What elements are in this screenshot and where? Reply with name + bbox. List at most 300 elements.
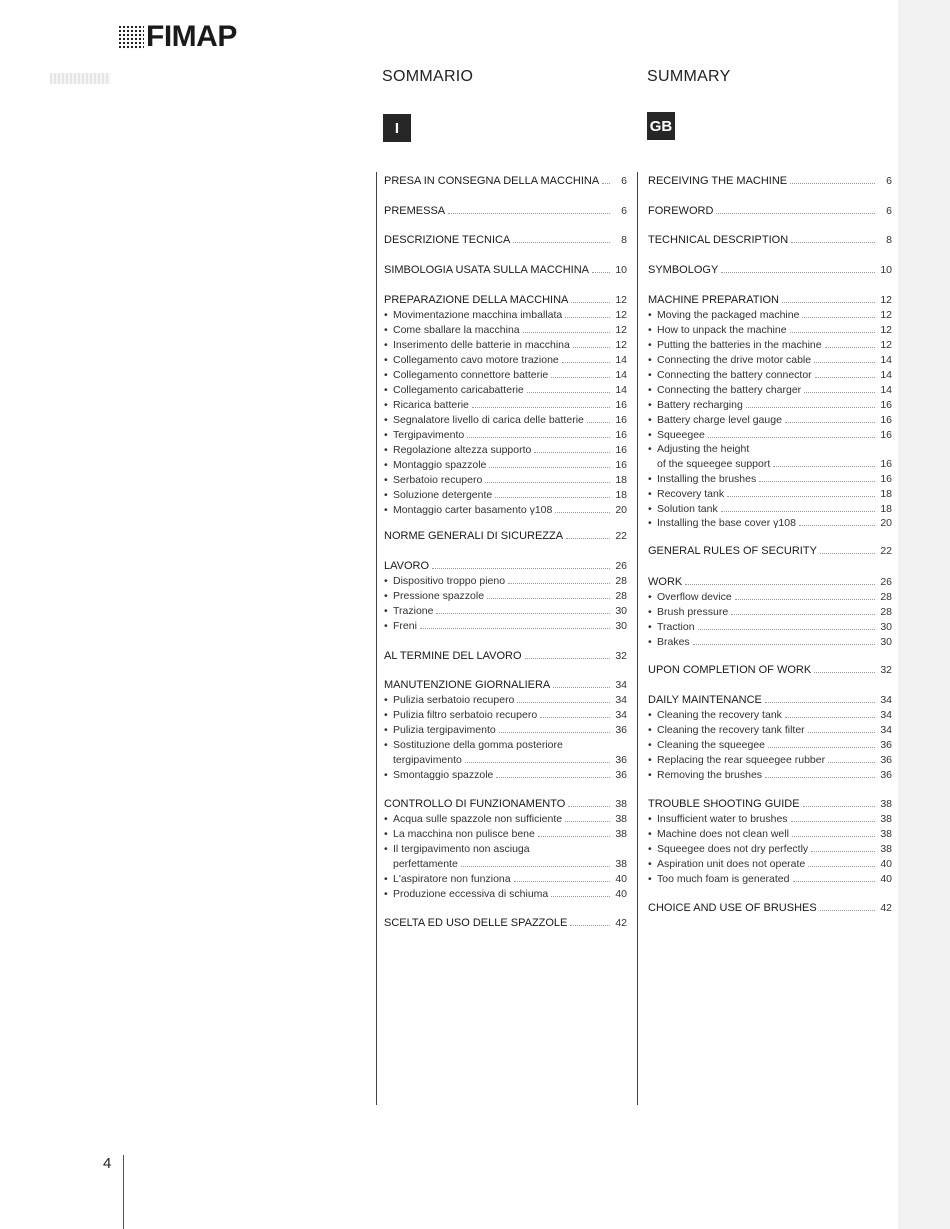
- toc-section: [648, 293, 892, 308]
- toc-entry-text: Installing the brushes: [657, 473, 757, 485]
- toc-entry-text: RECEIVING THE MACHINE: [648, 175, 788, 187]
- toc-entry-title: [384, 308, 562, 323]
- toc-item: [648, 338, 892, 353]
- page-number-rule: [123, 1155, 124, 1229]
- toc-item: [648, 872, 892, 887]
- toc-entry-text: Il tergipavimento non asciuga: [393, 843, 530, 855]
- toc-entry-text: Moving the packaged machine: [657, 309, 800, 321]
- logo-dot-grid-icon: [118, 25, 144, 49]
- toc-item: [384, 842, 627, 857]
- toc-entry-text: Come sballare la macchina: [393, 324, 520, 336]
- toc-section: [384, 263, 627, 278]
- toc-entry-text: AL TERMINE DEL LAVORO: [384, 650, 522, 662]
- toc-page-number: 36: [880, 754, 892, 766]
- toc-entry-text: Traction: [657, 621, 695, 633]
- toc-entry-title: [648, 502, 718, 517]
- decorative-stripe: [50, 73, 110, 84]
- toc-entry-title: [648, 263, 718, 278]
- toc-page-number: 38: [880, 828, 892, 840]
- toc-entry-title: [648, 753, 825, 768]
- toc-entry-text: of the squeegee support: [657, 458, 771, 470]
- dot-leader: [513, 242, 610, 243]
- toc-entry-text: perfettamente: [393, 858, 458, 870]
- toc-page-number: 38: [880, 843, 892, 855]
- toc-entry-text: MACHINE PREPARATION: [648, 294, 779, 306]
- english-column-rule: [637, 172, 638, 1105]
- toc-entry-text: Sostituzione della gomma posteriore: [393, 739, 563, 751]
- toc-item: [384, 458, 627, 473]
- logo-text: FIMAP: [146, 20, 237, 53]
- dot-leader: [791, 821, 875, 822]
- toc-item: [648, 842, 892, 857]
- bullet-icon: •: [648, 354, 652, 366]
- toc-entry-title: [648, 708, 782, 723]
- toc-item: [384, 443, 627, 458]
- toc-page-number: 36: [880, 739, 892, 751]
- toc-page-number: 36: [615, 754, 627, 766]
- bullet-icon: •: [384, 354, 388, 366]
- dot-leader: [811, 851, 875, 852]
- toc-page-number: 8: [621, 234, 627, 246]
- dot-leader: [716, 213, 875, 214]
- toc-entry-text: Collegamento cavo motore trazione: [393, 354, 559, 366]
- toc-page-number: 34: [880, 694, 892, 706]
- dot-leader: [566, 538, 610, 539]
- dot-leader: [553, 687, 610, 688]
- toc-page-number: 20: [880, 517, 892, 529]
- toc-entry-title: [648, 812, 788, 827]
- toc-entry-text: Collegamento connettore batterie: [393, 369, 549, 381]
- toc-item: [384, 488, 627, 503]
- dot-leader: [472, 407, 610, 408]
- toc-entry-title: [384, 559, 429, 574]
- italian-column-rule: [376, 172, 377, 1105]
- toc-page-number: 16: [880, 399, 892, 411]
- dot-leader: [785, 717, 875, 718]
- toc-item: [384, 619, 627, 634]
- toc-entry-text: Pulizia serbatoio recupero: [393, 694, 515, 706]
- toc-item: [384, 872, 627, 887]
- toc-item: [384, 768, 627, 783]
- toc-item: [384, 887, 627, 902]
- toc-page-number: 22: [880, 545, 892, 557]
- toc-entry-title: [648, 323, 787, 338]
- toc-entry-text: FOREWORD: [648, 205, 714, 217]
- toc-entry-title: [648, 590, 732, 605]
- toc-page-number: 14: [880, 354, 892, 366]
- toc-section: [648, 233, 892, 248]
- bullet-icon: •: [648, 621, 652, 633]
- toc-entry-title: [648, 857, 805, 872]
- toc-entry-text: Connecting the battery connector: [657, 369, 812, 381]
- toc-entry-text: Too much foam is generated: [657, 873, 790, 885]
- dot-leader: [731, 614, 875, 615]
- bullet-icon: •: [384, 724, 388, 736]
- toc-entry-text: Tergipavimento: [393, 429, 465, 441]
- bullet-icon: •: [648, 843, 652, 855]
- dot-leader: [735, 599, 875, 600]
- bullet-icon: •: [648, 488, 652, 500]
- toc-page-number: 32: [880, 664, 892, 676]
- toc-item: [384, 604, 627, 619]
- toc-entry-title: [648, 738, 765, 753]
- toc-entry-text: Freni: [393, 620, 417, 632]
- dot-leader: [565, 317, 610, 318]
- dot-leader: [592, 272, 610, 273]
- toc-entry-title: [648, 768, 762, 783]
- toc-section: [648, 204, 892, 219]
- toc-entry-text: Pulizia tergipavimento: [393, 724, 496, 736]
- toc-page-number: 8: [886, 234, 892, 246]
- toc-entry-text: Solution tank: [657, 503, 718, 515]
- dot-leader: [508, 583, 610, 584]
- bullet-icon: •: [384, 813, 388, 825]
- italian-flag-badge: I: [383, 114, 411, 142]
- toc-section: [648, 544, 892, 559]
- toc-page-number: 12: [880, 324, 892, 336]
- bullet-icon: •: [384, 339, 388, 351]
- toc-entry-title: [648, 901, 817, 916]
- toc-item: [648, 442, 892, 457]
- toc-entry-title: [384, 398, 469, 413]
- dot-leader: [791, 242, 875, 243]
- toc-page-number: 30: [880, 636, 892, 648]
- toc-item: [384, 383, 627, 398]
- toc-section: [384, 293, 627, 308]
- toc-entry-title: [384, 916, 567, 931]
- dot-leader: [820, 553, 875, 554]
- dot-leader: [523, 332, 610, 333]
- toc-entry-text: DESCRIZIONE TECNICA: [384, 234, 511, 246]
- toc-entry-title: [648, 663, 811, 678]
- toc-item: [648, 487, 892, 502]
- bullet-icon: •: [384, 739, 388, 751]
- toc-entry-title: [384, 204, 445, 219]
- toc-section: [648, 663, 892, 678]
- dot-leader: [799, 525, 875, 526]
- toc-entry-title: [648, 544, 817, 559]
- bullet-icon: •: [384, 384, 388, 396]
- dot-leader: [790, 183, 875, 184]
- toc-page-number: 18: [880, 503, 892, 515]
- toc-entry-text: Aspiration unit does not operate: [657, 858, 806, 870]
- bullet-icon: •: [648, 769, 652, 781]
- dot-leader: [759, 481, 875, 482]
- bullet-icon: •: [384, 709, 388, 721]
- toc-page-number: 40: [880, 858, 892, 870]
- bullet-icon: •: [384, 399, 388, 411]
- toc-entry-title: [648, 575, 682, 590]
- toc-entry-text: Adjusting the height: [657, 443, 750, 455]
- toc-entry-text: Overflow device: [657, 591, 732, 603]
- toc-page-number: 12: [880, 294, 892, 306]
- toc-entry-title: [648, 233, 788, 248]
- dot-leader: [727, 496, 875, 497]
- toc-entry-text: Connecting the battery charger: [657, 384, 802, 396]
- toc-item: [384, 428, 627, 443]
- toc-item: [384, 693, 627, 708]
- bullet-icon: •: [648, 739, 652, 751]
- toc-item: [384, 503, 627, 518]
- toc-page-number: 12: [615, 309, 627, 321]
- toc-page-number: 36: [615, 769, 627, 781]
- toc-entry-title: [384, 574, 505, 589]
- toc-entry-title: [384, 738, 563, 753]
- dot-leader: [785, 422, 875, 423]
- toc-item: [648, 635, 892, 650]
- bullet-icon: •: [384, 309, 388, 321]
- toc-section: [384, 174, 627, 189]
- toc-entry-title: [384, 338, 570, 353]
- toc-item: [384, 857, 627, 872]
- dot-leader: [570, 925, 610, 926]
- toc-entry-text: PREPARAZIONE DELLA MACCHINA: [384, 294, 569, 306]
- toc-page-number: 40: [615, 873, 627, 885]
- toc-page-number: 16: [880, 458, 892, 470]
- toc-item: [384, 812, 627, 827]
- toc-entry-text: Replacing the rear squeegee rubber: [657, 754, 826, 766]
- dot-leader: [746, 407, 875, 408]
- toc-section: [648, 263, 892, 278]
- toc-entry-text: SCELTA ED USO DELLE SPAZZOLE: [384, 917, 568, 929]
- toc-section: [648, 797, 892, 812]
- dot-leader: [527, 392, 610, 393]
- toc-item: [648, 827, 892, 842]
- toc-entry-title: [384, 857, 458, 872]
- toc-item: [384, 323, 627, 338]
- toc-item: [384, 338, 627, 353]
- english-flag-badge: GB: [647, 112, 675, 140]
- bullet-icon: •: [648, 517, 652, 529]
- toc-entry-title: [648, 620, 695, 635]
- toc-page-number: 36: [615, 724, 627, 736]
- toc-item: [384, 398, 627, 413]
- toc-entry-text: GENERAL RULES OF SECURITY: [648, 545, 817, 557]
- toc-page-number: 38: [615, 798, 627, 810]
- toc-entry-text: WORK: [648, 576, 683, 588]
- toc-page-number: 18: [880, 488, 892, 500]
- toc-page-number: 6: [621, 205, 627, 217]
- toc-item: [648, 753, 892, 768]
- bullet-icon: •: [648, 309, 652, 321]
- toc-entry-text: TROUBLE SHOOTING GUIDE: [648, 798, 800, 810]
- dot-leader: [487, 598, 610, 599]
- bullet-icon: •: [384, 843, 388, 855]
- toc-entry-text: Collegamento caricabatterie: [393, 384, 524, 396]
- toc-page-number: 6: [886, 205, 892, 217]
- dot-leader: [562, 362, 610, 363]
- toc-section: [648, 174, 892, 189]
- toc-item: [648, 428, 892, 443]
- toc-item: [648, 502, 892, 517]
- toc-entry-title: [384, 503, 552, 518]
- toc-entry-title: [384, 529, 563, 544]
- toc-entry-title: [384, 323, 520, 338]
- bullet-icon: •: [648, 828, 652, 840]
- dot-leader: [602, 183, 610, 184]
- toc-page-number: 6: [621, 175, 627, 187]
- toc-page-number: 16: [615, 399, 627, 411]
- toc-entry-text: Inserimento delle batterie in macchina: [393, 339, 570, 351]
- toc-entry-title: [384, 233, 510, 248]
- bullet-icon: •: [648, 369, 652, 381]
- dot-leader: [517, 702, 610, 703]
- dot-leader: [568, 806, 610, 807]
- toc-item: [384, 368, 627, 383]
- toc-entry-title: [648, 368, 812, 383]
- bullet-icon: •: [384, 444, 388, 456]
- toc-entry-text: PREMESSA: [384, 205, 446, 217]
- toc-entry-title: [648, 723, 805, 738]
- toc-page-number: 14: [880, 384, 892, 396]
- toc-entry-title: [648, 174, 787, 189]
- dot-leader: [495, 497, 610, 498]
- bullet-icon: •: [648, 813, 652, 825]
- bullet-icon: •: [384, 575, 388, 587]
- toc-page-number: 34: [880, 724, 892, 736]
- toc-page-number: 26: [615, 560, 627, 572]
- dot-leader: [825, 347, 875, 348]
- toc-section: [648, 693, 892, 708]
- bullet-icon: •: [384, 605, 388, 617]
- toc-page-number: 34: [880, 709, 892, 721]
- bullet-icon: •: [384, 590, 388, 602]
- toc-entry-title: [648, 413, 782, 428]
- toc-item: [384, 753, 627, 768]
- toc-page-number: 26: [880, 576, 892, 588]
- toc-page-number: 28: [615, 575, 627, 587]
- bullet-icon: •: [648, 709, 652, 721]
- toc-entry-title: [384, 708, 537, 723]
- toc-entry-title: [384, 619, 417, 634]
- toc-page-number: 14: [615, 354, 627, 366]
- toc-entry-title: [648, 293, 779, 308]
- toc-item: [384, 308, 627, 323]
- toc-page-number: 38: [880, 813, 892, 825]
- toc-entry-title: [384, 263, 589, 278]
- dot-leader: [698, 629, 875, 630]
- toc-page-number: 28: [615, 590, 627, 602]
- toc-entry-text: Installing the base cover γ108: [657, 517, 796, 529]
- toc-section: [384, 797, 627, 812]
- bullet-icon: •: [384, 369, 388, 381]
- toc-page-number: 6: [886, 175, 892, 187]
- toc-item: [648, 308, 892, 323]
- toc-entry-title: [384, 753, 462, 768]
- dot-leader: [436, 613, 610, 614]
- toc-item: [648, 353, 892, 368]
- toc-entry-title: [384, 797, 565, 812]
- toc-item: [648, 812, 892, 827]
- toc-entry-text: TECHNICAL DESCRIPTION: [648, 234, 789, 246]
- toc-entry-title: [648, 398, 743, 413]
- toc-entry-text: Recovery tank: [657, 488, 725, 500]
- toc-item: [648, 768, 892, 783]
- dot-leader: [802, 317, 875, 318]
- toc-entry-text: SIMBOLOGIA USATA SULLA MACCHINA: [384, 264, 589, 276]
- toc-entry-text: Insufficient water to brushes: [657, 813, 788, 825]
- toc-page-number: 10: [615, 264, 627, 276]
- toc-page-number: 42: [880, 902, 892, 914]
- toc-item: [384, 827, 627, 842]
- toc-page-number: 32: [615, 650, 627, 662]
- toc-entry-title: [384, 827, 535, 842]
- italian-title: SOMMARIO: [382, 68, 474, 85]
- toc-entry-text: MANUTENZIONE GIORNALIERA: [384, 679, 551, 691]
- toc-entry-title: [384, 842, 530, 857]
- bullet-icon: •: [384, 414, 388, 426]
- toc-entry-title: [384, 368, 548, 383]
- toc-item: [384, 353, 627, 368]
- toc-entry-text: Produzione eccessiva di schiuma: [393, 888, 549, 900]
- bullet-icon: •: [384, 873, 388, 885]
- dot-leader: [465, 762, 610, 763]
- dot-leader: [467, 437, 610, 438]
- toc-entry-text: Segnalatore livello di carica delle batterie: [393, 414, 584, 426]
- dot-leader: [496, 777, 610, 778]
- toc-section: [384, 204, 627, 219]
- toc-entry-title: [648, 635, 690, 650]
- toc-entry-text: Cleaning the recovery tank: [657, 709, 782, 721]
- dot-leader: [820, 910, 875, 911]
- toc-page-number: 40: [615, 888, 627, 900]
- toc-page-number: 12: [615, 294, 627, 306]
- dot-leader: [540, 717, 610, 718]
- toc-entry-text: CHOICE AND USE OF BRUSHES: [648, 902, 817, 914]
- toc-entry-text: Brush pressure: [657, 606, 729, 618]
- dot-leader: [792, 836, 875, 837]
- dot-leader: [499, 732, 610, 733]
- bullet-icon: •: [648, 858, 652, 870]
- bullet-icon: •: [384, 429, 388, 441]
- toc-section: [384, 559, 627, 574]
- bullet-icon: •: [648, 384, 652, 396]
- bullet-icon: •: [648, 591, 652, 603]
- dot-leader: [808, 866, 875, 867]
- toc-page-number: 38: [880, 798, 892, 810]
- bullet-icon: •: [648, 636, 652, 648]
- bullet-icon: •: [648, 873, 652, 885]
- dot-leader: [448, 213, 610, 214]
- toc-entry-text: tergipavimento: [393, 754, 462, 766]
- dot-leader: [432, 568, 610, 569]
- toc-item: [648, 413, 892, 428]
- bullet-icon: •: [384, 769, 388, 781]
- dot-leader: [765, 702, 875, 703]
- toc-item: [648, 738, 892, 753]
- toc-section: [384, 916, 627, 931]
- bullet-icon: •: [384, 489, 388, 501]
- toc-entry-title: [384, 383, 524, 398]
- toc-page-number: 16: [615, 414, 627, 426]
- toc-page-number: 38: [615, 858, 627, 870]
- dot-leader: [534, 452, 610, 453]
- toc-entry-text: Regolazione altezza supporto: [393, 444, 532, 456]
- bullet-icon: •: [648, 606, 652, 618]
- bullet-icon: •: [648, 754, 652, 766]
- dot-leader: [525, 658, 610, 659]
- dot-leader: [814, 362, 875, 363]
- toc-item: [648, 590, 892, 605]
- toc-page-number: 30: [880, 621, 892, 633]
- toc-entry-title: [648, 308, 799, 323]
- dot-leader: [489, 467, 610, 468]
- bullet-icon: •: [384, 888, 388, 900]
- toc-entry-title: [648, 442, 749, 457]
- toc-entry-text: Cleaning the recovery tank filter: [657, 724, 805, 736]
- bullet-icon: •: [384, 694, 388, 706]
- dot-leader: [804, 392, 875, 393]
